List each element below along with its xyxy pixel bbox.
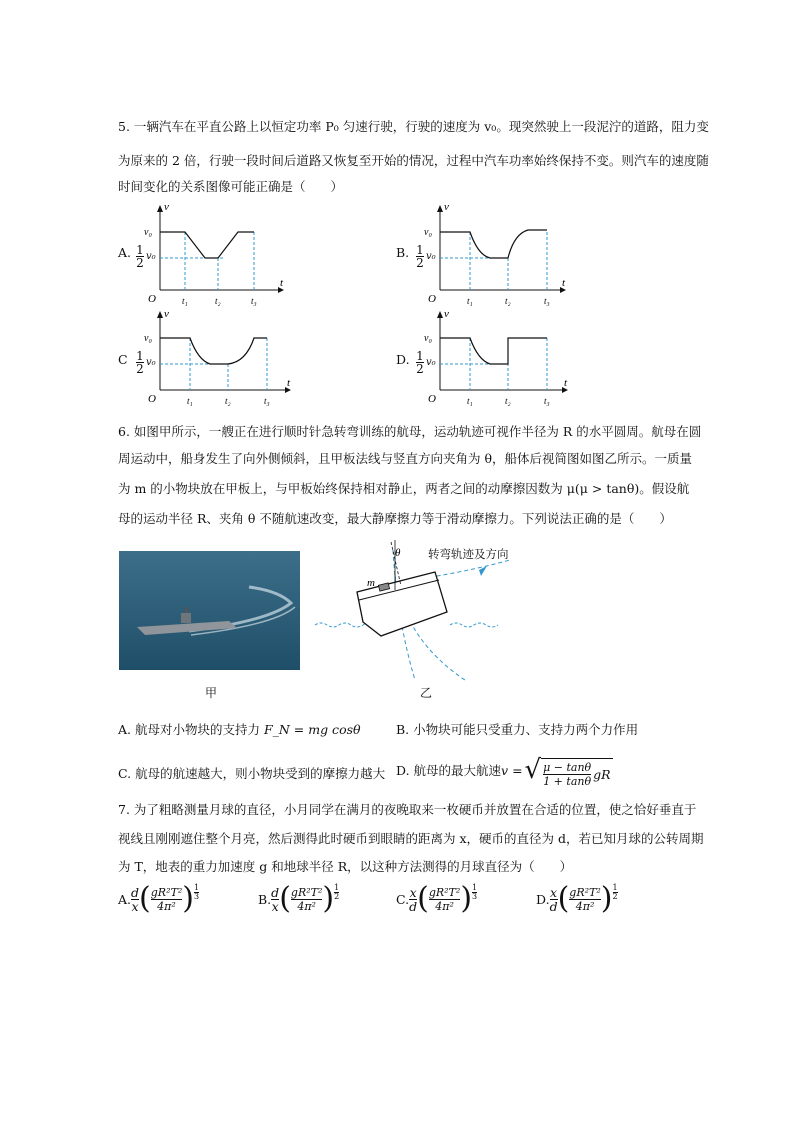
q6-line-3: 为 m 的小物块放在甲板上，与甲板始终保持相对静止，两者之间的动摩擦因数为 μ(μ > tanθ)。假设航 — [118, 481, 690, 496]
ship-photo-icon — [119, 551, 300, 670]
left-paren: ( — [557, 881, 570, 916]
velocity-curve — [440, 338, 547, 364]
q7-option-c[interactable] — [396, 881, 478, 916]
inner-fraction: $\frac{\text{gR²T²}}{\text{4π²}}$ — [290, 885, 323, 913]
exponent-fraction: $\frac{1}{2}$ — [612, 883, 618, 901]
velocity-curve — [160, 232, 254, 258]
outer-fraction: $\frac{d}{x}$ — [131, 884, 140, 914]
option-label: C. — [396, 891, 410, 907]
outer-fraction: $\frac{x}{d}$ — [549, 884, 558, 914]
option-label: D. — [536, 891, 550, 907]
q5-option-b-label[interactable]: B. — [396, 245, 410, 260]
inner-fraction: $\frac{\text{gR²T²}}{\text{4π²}}$ — [428, 885, 461, 913]
svg-text:t: t — [287, 377, 291, 389]
outer-fraction: $\frac{x}{d}$ — [409, 884, 418, 914]
v-axis-label: v — [164, 201, 169, 213]
q5-graph-a[interactable] — [130, 200, 290, 306]
velocity-curve — [160, 338, 267, 364]
svg-text:t₁: t₁ — [467, 396, 473, 406]
q5-line-1: 5. 一辆汽车在平直公路上以恒定功率 P₀ 匀速行驶，行驶的速度为 v₀。现突然驶上一段泥泞的道路，阻力变 — [118, 119, 709, 134]
q5-option-c-label[interactable]: C — [118, 352, 128, 367]
svg-text:v₀: v₀ — [424, 333, 432, 344]
q5-a-half: 1 2 — [136, 243, 144, 270]
svg-text:t: t — [562, 277, 566, 289]
aircraft-carrier-photo — [119, 551, 300, 670]
sqrt-sign-icon: √ — [524, 755, 542, 785]
svg-text:t₁: t₁ — [182, 296, 188, 306]
figure-jia-caption: 甲 — [205, 686, 218, 700]
q7-option-b[interactable] — [258, 881, 340, 916]
svg-text:t: t — [564, 377, 568, 389]
support-force-formula: F_N = mg cosθ — [263, 722, 361, 737]
q6-line-4: 母的运动半径 R、夹角 θ 不随航速改变，最大静摩擦力等于滑动摩擦力。下列说法正确的是（ ） — [118, 511, 672, 526]
svg-text:v: v — [444, 201, 449, 213]
q6-option-a[interactable]: A. 航母对小物块的支持力 F_N = mg cosθ — [118, 722, 361, 737]
turn-direction-label: 转弯轨迹及方向 — [428, 547, 509, 561]
inner-fraction: $\frac{\text{gR²T²}}{\text{4π²}}$ — [150, 885, 183, 913]
q5-option-a-label[interactable]: A. — [118, 245, 132, 260]
svg-text:t₃: t₃ — [264, 396, 270, 406]
svg-text:t₃: t₃ — [251, 296, 257, 306]
svg-text:θ: θ — [395, 547, 401, 559]
graph-axes — [157, 205, 284, 293]
inner-fraction: $\frac{\text{gR²T²}}{\text{4π²}}$ — [569, 885, 601, 913]
svg-text:O: O — [428, 393, 436, 405]
q7-line-3: 为 T，地表的重力加速度 g 和地球半径 R，以这种方法测得的月球直径为（ ） — [118, 859, 573, 874]
outer-fraction: $\frac{d}{x}$ — [271, 884, 280, 914]
svg-text:t₂: t₂ — [505, 396, 511, 406]
svg-text:t₁: t₁ — [187, 396, 193, 406]
svg-text:v₀: v₀ — [144, 333, 152, 344]
q6-option-b[interactable]: B. 小物块可能只受重力、支持力两个力作用 — [396, 722, 639, 737]
exponent-fraction: $\frac{1}{2}$ — [334, 883, 340, 901]
svg-text:t₁: t₁ — [467, 296, 473, 306]
option-label: B. — [258, 891, 272, 907]
q6-line-2: 周运动中，船身发生了向外侧倾斜，且甲板法线与竖直方向夹角为 θ，船体后视简图如图乙所示。一质量 — [118, 451, 693, 466]
t-axis-label: t — [280, 277, 284, 289]
q7-line-2: 视线且刚刚遮住整个月亮，然后测得此时硬币到眼睛的距离为 x，硬币的直径为 d，若已知月球的公转周期 — [118, 831, 704, 846]
q6-line-1: 6. 如图甲所示，一艘正在进行顺时针急转弯训练的航母，运动轨迹可视作半径为 R 的水平圆周。航母在圆 — [118, 424, 702, 439]
svg-text:O: O — [428, 293, 436, 305]
right-paren: ) — [322, 881, 335, 916]
q7-option-d[interactable] — [536, 881, 618, 916]
svg-text:v₀: v₀ — [424, 227, 432, 238]
svg-text:v: v — [444, 308, 449, 320]
left-paren: ( — [139, 881, 151, 916]
exponent-fraction: $\frac{1}{3}$ — [472, 883, 478, 901]
svg-text:t₂: t₂ — [225, 396, 231, 406]
svg-text:v: v — [164, 308, 169, 320]
q6-option-c[interactable]: C. 航母的航速越大，则小物块受到的摩擦力越大 — [118, 766, 386, 781]
right-paren: ) — [460, 881, 473, 916]
origin-label: O — [148, 293, 156, 305]
q5-line-2: 为原来的 2 倍，行驶一段时间后道路又恢复至开始的情况，过程中汽车功率始终保持不变。则汽车的速度随 — [118, 153, 709, 168]
velocity-curve — [440, 230, 547, 258]
svg-text:t₃: t₃ — [544, 396, 550, 406]
right-paren: ) — [600, 881, 613, 916]
q5-option-d-label[interactable]: D. — [396, 352, 410, 367]
figure-yi-caption: 乙 — [420, 686, 433, 700]
svg-text:m: m — [367, 577, 375, 589]
q7-line-1: 7. 为了粗略测量月球的直径，小月同学在满月的夜晚取来一枚硬币并放置在合适的位置，使之恰好垂直于 — [118, 802, 697, 817]
q5-graph-b[interactable] — [410, 200, 575, 306]
v0-label: v₀ — [144, 227, 152, 238]
option-label: A. — [118, 891, 132, 907]
left-paren: ( — [279, 881, 291, 916]
q6-option-d[interactable]: D. 航母的最大航速 v = √ $\frac{\mu - \tan\theta}{1 + \tan\theta}$ gR — [396, 755, 611, 788]
svg-text:O: O — [148, 393, 156, 405]
q7-option-a[interactable] — [118, 881, 200, 916]
svg-text:t₂: t₂ — [215, 296, 221, 306]
q5-line-3: 时间变化的关系图像可能正确是（ ） — [118, 179, 344, 194]
svg-text:t₂: t₂ — [505, 296, 511, 306]
right-paren: ) — [182, 881, 194, 916]
left-paren: ( — [417, 881, 429, 916]
exponent-fraction: $\frac{1}{3}$ — [193, 883, 200, 901]
svg-text:t₃: t₃ — [544, 296, 550, 306]
